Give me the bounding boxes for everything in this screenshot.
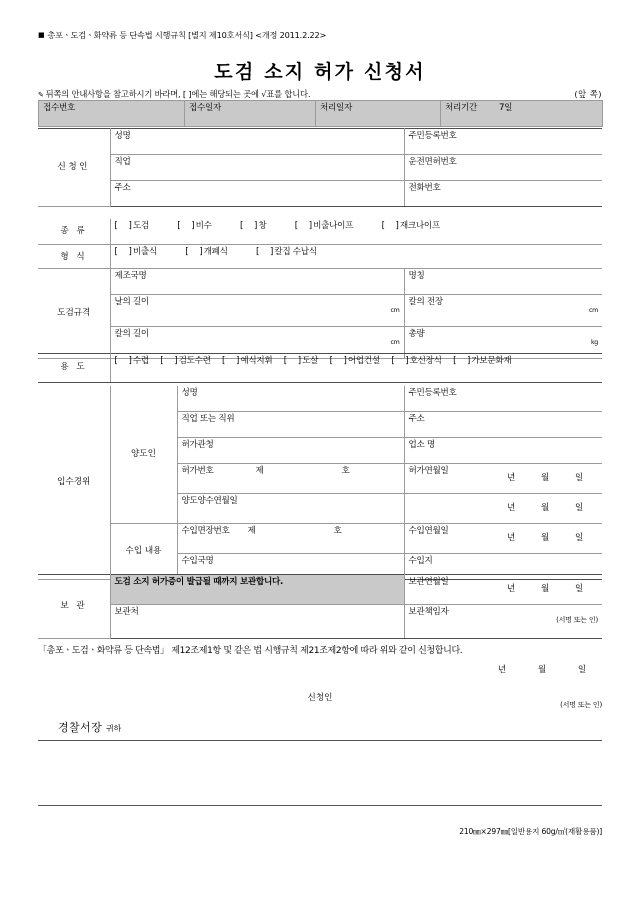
page-side-label: (앞 쪽) — [574, 89, 602, 99]
process-date-cell[interactable] — [316, 101, 441, 127]
usage-option-6[interactable]: [ ]가보문화재 — [453, 356, 512, 366]
transferor-address-label: 주소 — [408, 414, 425, 424]
import-declaration-no-fields — [248, 527, 342, 536]
storage-notice-cell — [110, 575, 404, 605]
addressee-suffix: 귀하 — [106, 724, 122, 733]
form-type-option-0[interactable]: [ ]비출식 — [114, 247, 157, 257]
form-type-option-2[interactable]: [ ]칼집 수납식 — [256, 247, 317, 257]
applicant-name-cell[interactable] — [110, 129, 404, 155]
transferor-job-label: 직업 또는 직위 — [181, 414, 235, 424]
storage-date-cell[interactable] — [404, 575, 602, 605]
kind-option-2-label: 창 — [258, 221, 267, 231]
transferor-business-cell[interactable] — [404, 438, 602, 464]
usage-options-cell — [110, 354, 602, 383]
permit-no-ho: 호 — [341, 466, 350, 476]
applicant-job-cell[interactable] — [110, 155, 404, 181]
transferor-authority-cell[interactable] — [177, 438, 404, 464]
applicant-signature-label: 신청인 — [307, 693, 333, 703]
spec-total-length-label: 칼의 전장 — [408, 297, 443, 307]
bullet-icon: ■ — [38, 31, 45, 39]
footer-divider-top — [38, 740, 602, 741]
spec-row-country — [38, 269, 602, 295]
transferor-business-label: 업소 명 — [408, 440, 435, 450]
import-date-month: 월 — [540, 533, 549, 543]
usage-option-5[interactable]: [ ]호신장식 — [391, 356, 442, 366]
spec-name-cell[interactable] — [404, 269, 602, 295]
kind-options-cell — [110, 219, 602, 245]
kind-option-0[interactable]: [ ]도검 — [114, 221, 149, 231]
storage-notice-text: 도검 소지 허가증이 발급될 때까지 보관합니다. — [114, 577, 283, 587]
applicant-address-cell[interactable] — [110, 181, 404, 207]
usage-option-4-label: 어업건설 — [347, 356, 380, 366]
permit-no-je: 제 — [255, 466, 264, 476]
form-type-options-cell — [110, 245, 602, 271]
permit-date-day: 일 — [574, 473, 583, 483]
kind-option-4[interactable]: [ ]재크나이프 — [381, 221, 440, 231]
kind-option-3[interactable]: [ ]비출나이프 — [294, 221, 354, 231]
kind-option-1[interactable]: [ ]비수 — [177, 221, 212, 231]
transferor-job-cell[interactable] — [177, 412, 404, 438]
applicant-row-job — [38, 155, 602, 181]
applicant-section-label: 신청인 — [38, 129, 110, 207]
notice-text-wrap — [38, 88, 310, 100]
spec-country-label: 제조국명 — [114, 271, 147, 281]
transferor-permit-no-cell[interactable] — [177, 464, 404, 494]
kind-section-label: 종 류 — [38, 219, 110, 245]
usage-option-1-label: 검도수련 — [178, 356, 211, 366]
storage-date-month: 월 — [540, 584, 549, 594]
import-declaration-no-cell[interactable] — [177, 524, 404, 554]
applicant-row-name — [38, 129, 602, 155]
storage-row-place — [38, 605, 602, 639]
receipt-number-label: 접수번호 — [43, 103, 76, 113]
usage-option-0-label: 수렵 — [132, 356, 149, 366]
form-type-option-1[interactable]: [ ]개폐식 — [185, 247, 228, 257]
usage-row — [38, 354, 602, 383]
applicant-driver-license-cell[interactable] — [404, 155, 602, 181]
applicant-seal-note: (서명 또는 인) — [560, 701, 602, 709]
spec-knife-length-label: 칼의 길이 — [114, 329, 149, 339]
applicant-address-label: 주소 — [114, 183, 131, 193]
spec-total-length-unit: cm — [589, 307, 598, 314]
form-type-section-label: 형 식 — [38, 245, 110, 271]
process-period-label: 처리기간 — [445, 103, 478, 113]
usage-option-1[interactable]: [ ]검도수련 — [160, 356, 211, 366]
spec-blade-length-cell[interactable] — [110, 295, 404, 327]
applicant-job-label: 직업 — [114, 157, 131, 167]
spec-blade-length-label: 날의 길이 — [114, 297, 149, 307]
import-date-cell[interactable] — [404, 524, 602, 554]
process-date-label: 처리일자 — [320, 103, 353, 113]
storage-date-year: 년 — [506, 584, 515, 594]
storage-table — [38, 574, 602, 639]
kind-row — [38, 219, 602, 245]
kind-option-1-label: 비수 — [195, 221, 212, 231]
transfer-date-year: 년 — [506, 503, 515, 513]
storage-manager-cell[interactable] — [404, 605, 602, 639]
applicant-phone-label: 전화번호 — [408, 183, 441, 193]
form-type-row — [38, 245, 602, 271]
usage-option-2-label: 예식지휘 — [240, 356, 273, 366]
form-type-option-0-label: 비출식 — [132, 247, 157, 257]
acquisition-table — [38, 386, 602, 580]
receipt-row — [39, 101, 603, 127]
storage-place-cell[interactable] — [110, 605, 404, 639]
notice-row — [38, 88, 602, 100]
kind-option-4-label: 재크나이프 — [399, 221, 440, 231]
receipt-number-cell[interactable] — [39, 101, 185, 127]
process-period-value: 7일 — [499, 103, 513, 113]
kind-option-0-label: 도검 — [132, 221, 149, 231]
submission-day: 일 — [577, 665, 587, 675]
transfer-date-ymd-cell[interactable] — [404, 494, 602, 524]
addressee-line — [58, 719, 121, 735]
applicant-row-address — [38, 181, 602, 207]
import-date-year: 년 — [506, 533, 515, 543]
spec-country-cell[interactable] — [110, 269, 404, 295]
kind-option-3-label: 비출나이프 — [313, 221, 354, 231]
import-row-declaration — [38, 524, 602, 554]
declaration-ho: 호 — [333, 526, 342, 536]
transferor-permit-no-fields — [256, 467, 350, 476]
permit-date-month: 월 — [540, 473, 549, 483]
transferor-rrn-label: 주민등록번호 — [408, 388, 457, 398]
notice-text: 뒤쪽의 안내사항을 참고하시기 바라며, [ ]에는 해당되는 곳에 √표를 합니다. — [45, 89, 311, 99]
import-date-ymd — [494, 534, 596, 543]
submission-year: 년 — [497, 665, 507, 675]
transfer-date-day: 일 — [574, 503, 583, 513]
applicant-table — [38, 128, 602, 207]
footer-divider-bottom — [38, 805, 602, 806]
usage-option-4[interactable]: [ ]어업건설 — [329, 356, 380, 366]
spec-row-blade — [38, 295, 602, 327]
applicant-driver-license-label: 운전면허번호 — [408, 157, 457, 167]
form-type-option-1-label: 개폐식 — [203, 247, 228, 257]
receipt-date-cell[interactable] — [185, 101, 316, 127]
storage-section-label: 보 관 — [38, 575, 110, 639]
transferor-permit-date-cell[interactable] — [404, 464, 602, 494]
usage-option-5-label: 호신장식 — [409, 356, 442, 366]
applicant-name-label: 성명 — [114, 131, 131, 141]
process-period-cell — [441, 101, 603, 127]
spec-total-length-cell[interactable] — [404, 295, 602, 327]
transferor-label: 양도인 — [110, 386, 177, 524]
legal-reference-header — [38, 30, 326, 41]
acquisition-section-label: 입수경위 — [38, 386, 110, 580]
permit-date-ymd — [494, 474, 596, 483]
spec-knife-length-unit: cm — [390, 339, 400, 346]
legal-reference-text: 총포ㆍ도검ㆍ화약류 등 단속법 시행규칙 [별지 제10호서식] <개정 2011.2.22> — [47, 30, 327, 40]
kind-type-table — [38, 219, 602, 270]
submission-date — [38, 663, 602, 675]
declaration-je: 제 — [247, 526, 256, 536]
transferor-permit-date-label: 허가연월일 — [408, 466, 449, 476]
storage-date-ymd — [494, 585, 596, 594]
transferor-permit-no-label: 허가번호 — [181, 466, 214, 476]
transfer-date-month: 월 — [540, 503, 549, 513]
transferor-authority-label: 허가관청 — [181, 440, 214, 450]
import-place-label: 수입지 — [408, 556, 433, 566]
transferor-name-cell[interactable] — [177, 386, 404, 412]
submission-month: 월 — [537, 665, 547, 675]
transferor-rrn-cell[interactable] — [404, 386, 602, 412]
applicant-rrn-cell[interactable] — [404, 129, 602, 155]
spec-blade-length-unit: cm — [390, 307, 400, 314]
spec-weight-label: 총량 — [408, 329, 425, 339]
transferor-address-cell[interactable] — [404, 412, 602, 438]
pencil-icon: ✎ — [38, 91, 44, 99]
usage-option-3-label: 도살 — [302, 356, 319, 366]
transferor-name-label: 성명 — [181, 388, 198, 398]
import-date-day: 일 — [574, 533, 583, 543]
permit-date-year: 년 — [506, 473, 515, 483]
form-type-option-2-label: 칼집 수납식 — [274, 247, 317, 257]
transfer-date-cell[interactable] — [177, 494, 404, 524]
paper-spec-note: 210㎜×297㎜[일반용지 60g/㎡(재활용품)] — [459, 827, 602, 836]
transferor-row-name — [38, 386, 602, 412]
storage-place-label: 보관처 — [114, 607, 139, 617]
storage-row-notice — [38, 575, 602, 605]
usage-option-0[interactable]: [ ]수렵 — [114, 356, 149, 366]
usage-option-3[interactable]: [ ]도살 — [283, 356, 319, 366]
kind-option-2[interactable]: [ ]창 — [240, 221, 267, 231]
usage-option-6-label: 가보문화재 — [471, 356, 512, 366]
applicant-phone-cell[interactable] — [404, 181, 602, 207]
spec-table — [38, 268, 602, 359]
receipt-table — [38, 100, 603, 127]
page-title: 도검 소지 허가 신청서 — [214, 61, 426, 83]
transfer-date-ymd — [494, 504, 596, 513]
usage-section-label: 용 도 — [38, 354, 110, 383]
spec-weight-unit: kg — [590, 339, 598, 346]
legal-statement: 「총포ㆍ도검ㆍ화약류 등 단속법」 제12조제1항 및 같은 법 시행규칙 제21조제2항에 따라 위와 같이 신청합니다. — [38, 646, 463, 656]
usage-option-2[interactable]: [ ]예식지휘 — [222, 356, 273, 366]
storage-date-label: 보관연월일 — [408, 577, 449, 587]
storage-manager-label: 보관책임자 — [408, 607, 449, 617]
import-country-label: 수입국명 — [181, 556, 214, 566]
receipt-date-label: 접수일자 — [189, 103, 222, 113]
transfer-date-label: 양도양수연월일 — [181, 496, 238, 506]
addressee-name: 경찰서장 — [58, 721, 103, 734]
import-date-label: 수입연월일 — [408, 526, 449, 536]
storage-seal-note: (서명 또는 인) — [556, 616, 598, 624]
storage-date-day: 일 — [574, 584, 583, 594]
spec-section-label: 도검규격 — [38, 269, 110, 359]
applicant-rrn-label: 주민등록번호 — [408, 131, 457, 141]
usage-table — [38, 353, 602, 383]
import-declaration-no-label: 수입면장번호 — [181, 526, 230, 536]
import-label: 수입 내용 — [110, 524, 177, 580]
spec-name-label: 명칭 — [408, 271, 425, 281]
